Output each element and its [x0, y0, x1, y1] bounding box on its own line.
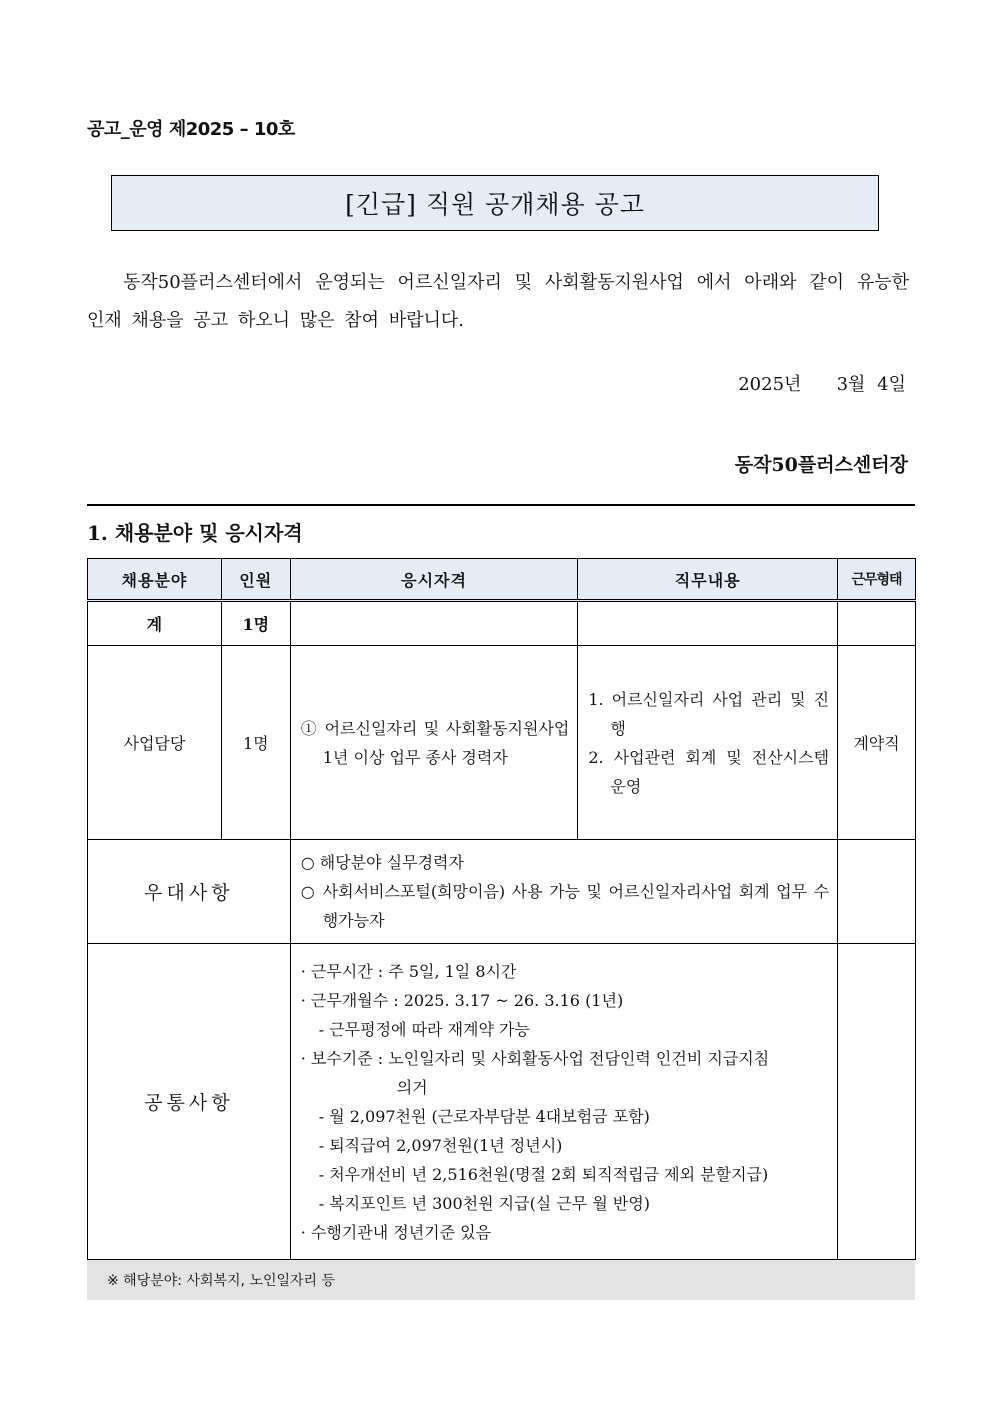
work-hours: · 근무시간 : 주 5일, 1일 8시간: [300, 961, 517, 981]
preferences-row: [88, 840, 916, 944]
recruitment-table: [87, 558, 916, 1260]
qualification-cell: [290, 646, 578, 840]
divider: [87, 504, 915, 506]
column-header: 인원: [221, 559, 290, 601]
notice-date: 2025년 3월 4일: [738, 374, 906, 395]
notice-number: 공고_운영 제2025 – 10호: [87, 119, 295, 140]
retirement-note: · 수행기관내 정년기준 있음: [300, 1222, 492, 1242]
common-label: 공통사항: [88, 944, 291, 1260]
duty-item: 1. 어르신일자리 사업 관리 및 진행: [588, 689, 830, 738]
common-row: [88, 944, 916, 1260]
qualification-item: ① 어르신일자리 및 사회활동지원사업 1년 이상 업무 종사 경력자: [300, 718, 570, 767]
signer: 동작50플러스센터장: [734, 454, 908, 476]
preferences-cell: [290, 840, 837, 944]
title-box: [111, 175, 879, 231]
field-cell: 사업담당: [88, 646, 222, 840]
total-row: [88, 601, 916, 646]
column-header: 응시자격: [290, 559, 578, 601]
pay-basis-cont: 의거: [396, 1077, 428, 1097]
pay-item: - 복지포인트 년 300천원 지급(실 근무 월 반영): [318, 1193, 651, 1213]
preferences-label: 우대사항: [88, 840, 291, 944]
pay-item: - 처우개선비 년 2,516천원(명절 2회 퇴직적립금 제외 분할지급): [318, 1164, 769, 1184]
page-title: [긴급] 직원 공개채용 공고: [345, 190, 645, 219]
total-label: 계: [88, 601, 222, 646]
duties-cell: [578, 646, 838, 840]
table-row: [88, 646, 916, 840]
employment-type-cell: 계약직: [838, 646, 916, 840]
renewal-note: - 근무평정에 따라 재계약 가능: [318, 1019, 530, 1039]
column-header: 직무내용: [578, 559, 838, 601]
pay-item: - 월 2,097천원 (근로자부담분 4대보험금 포함): [318, 1106, 650, 1126]
work-period: · 근무개월수 : 2025. 3.17 ~ 26. 3.16 (1년): [300, 990, 624, 1010]
table-header-row: [88, 559, 916, 601]
total-count: 1명: [221, 601, 290, 646]
preference-item: ○ 해당분야 실무경력자: [300, 853, 464, 872]
column-header: 채용분야: [88, 559, 222, 601]
column-header: 근무형태: [838, 559, 916, 601]
intro-paragraph: 동작50플러스센터에서 운영되는 어르신일자리 및 사회활동지원사업 에서 아래와 같이 유능한 인재 채용을 공고 하오니 많은 참여 바랍니다.: [87, 272, 909, 331]
count-cell: 1명: [221, 646, 290, 840]
footnote: ※ 해당분야: 사회복지, 노인일자리 등: [87, 1260, 915, 1300]
pay-item: - 퇴직급여 2,097천원(1년 정년시): [318, 1135, 563, 1155]
common-cell: [290, 944, 837, 1260]
pay-basis: · 보수기준 : 노인일자리 및 사회활동사업 전담인력 인건비 지급지침: [300, 1048, 770, 1068]
section-title: 1. 채용분야 및 응시자격: [87, 521, 303, 545]
preference-item: ○ 사회서비스포털(희망이음) 사용 가능 및 어르신일자리사업 회계 업무 수행가능자: [300, 882, 830, 930]
duty-item: 2. 사업관련 회계 및 전산시스템 운영: [588, 747, 830, 796]
